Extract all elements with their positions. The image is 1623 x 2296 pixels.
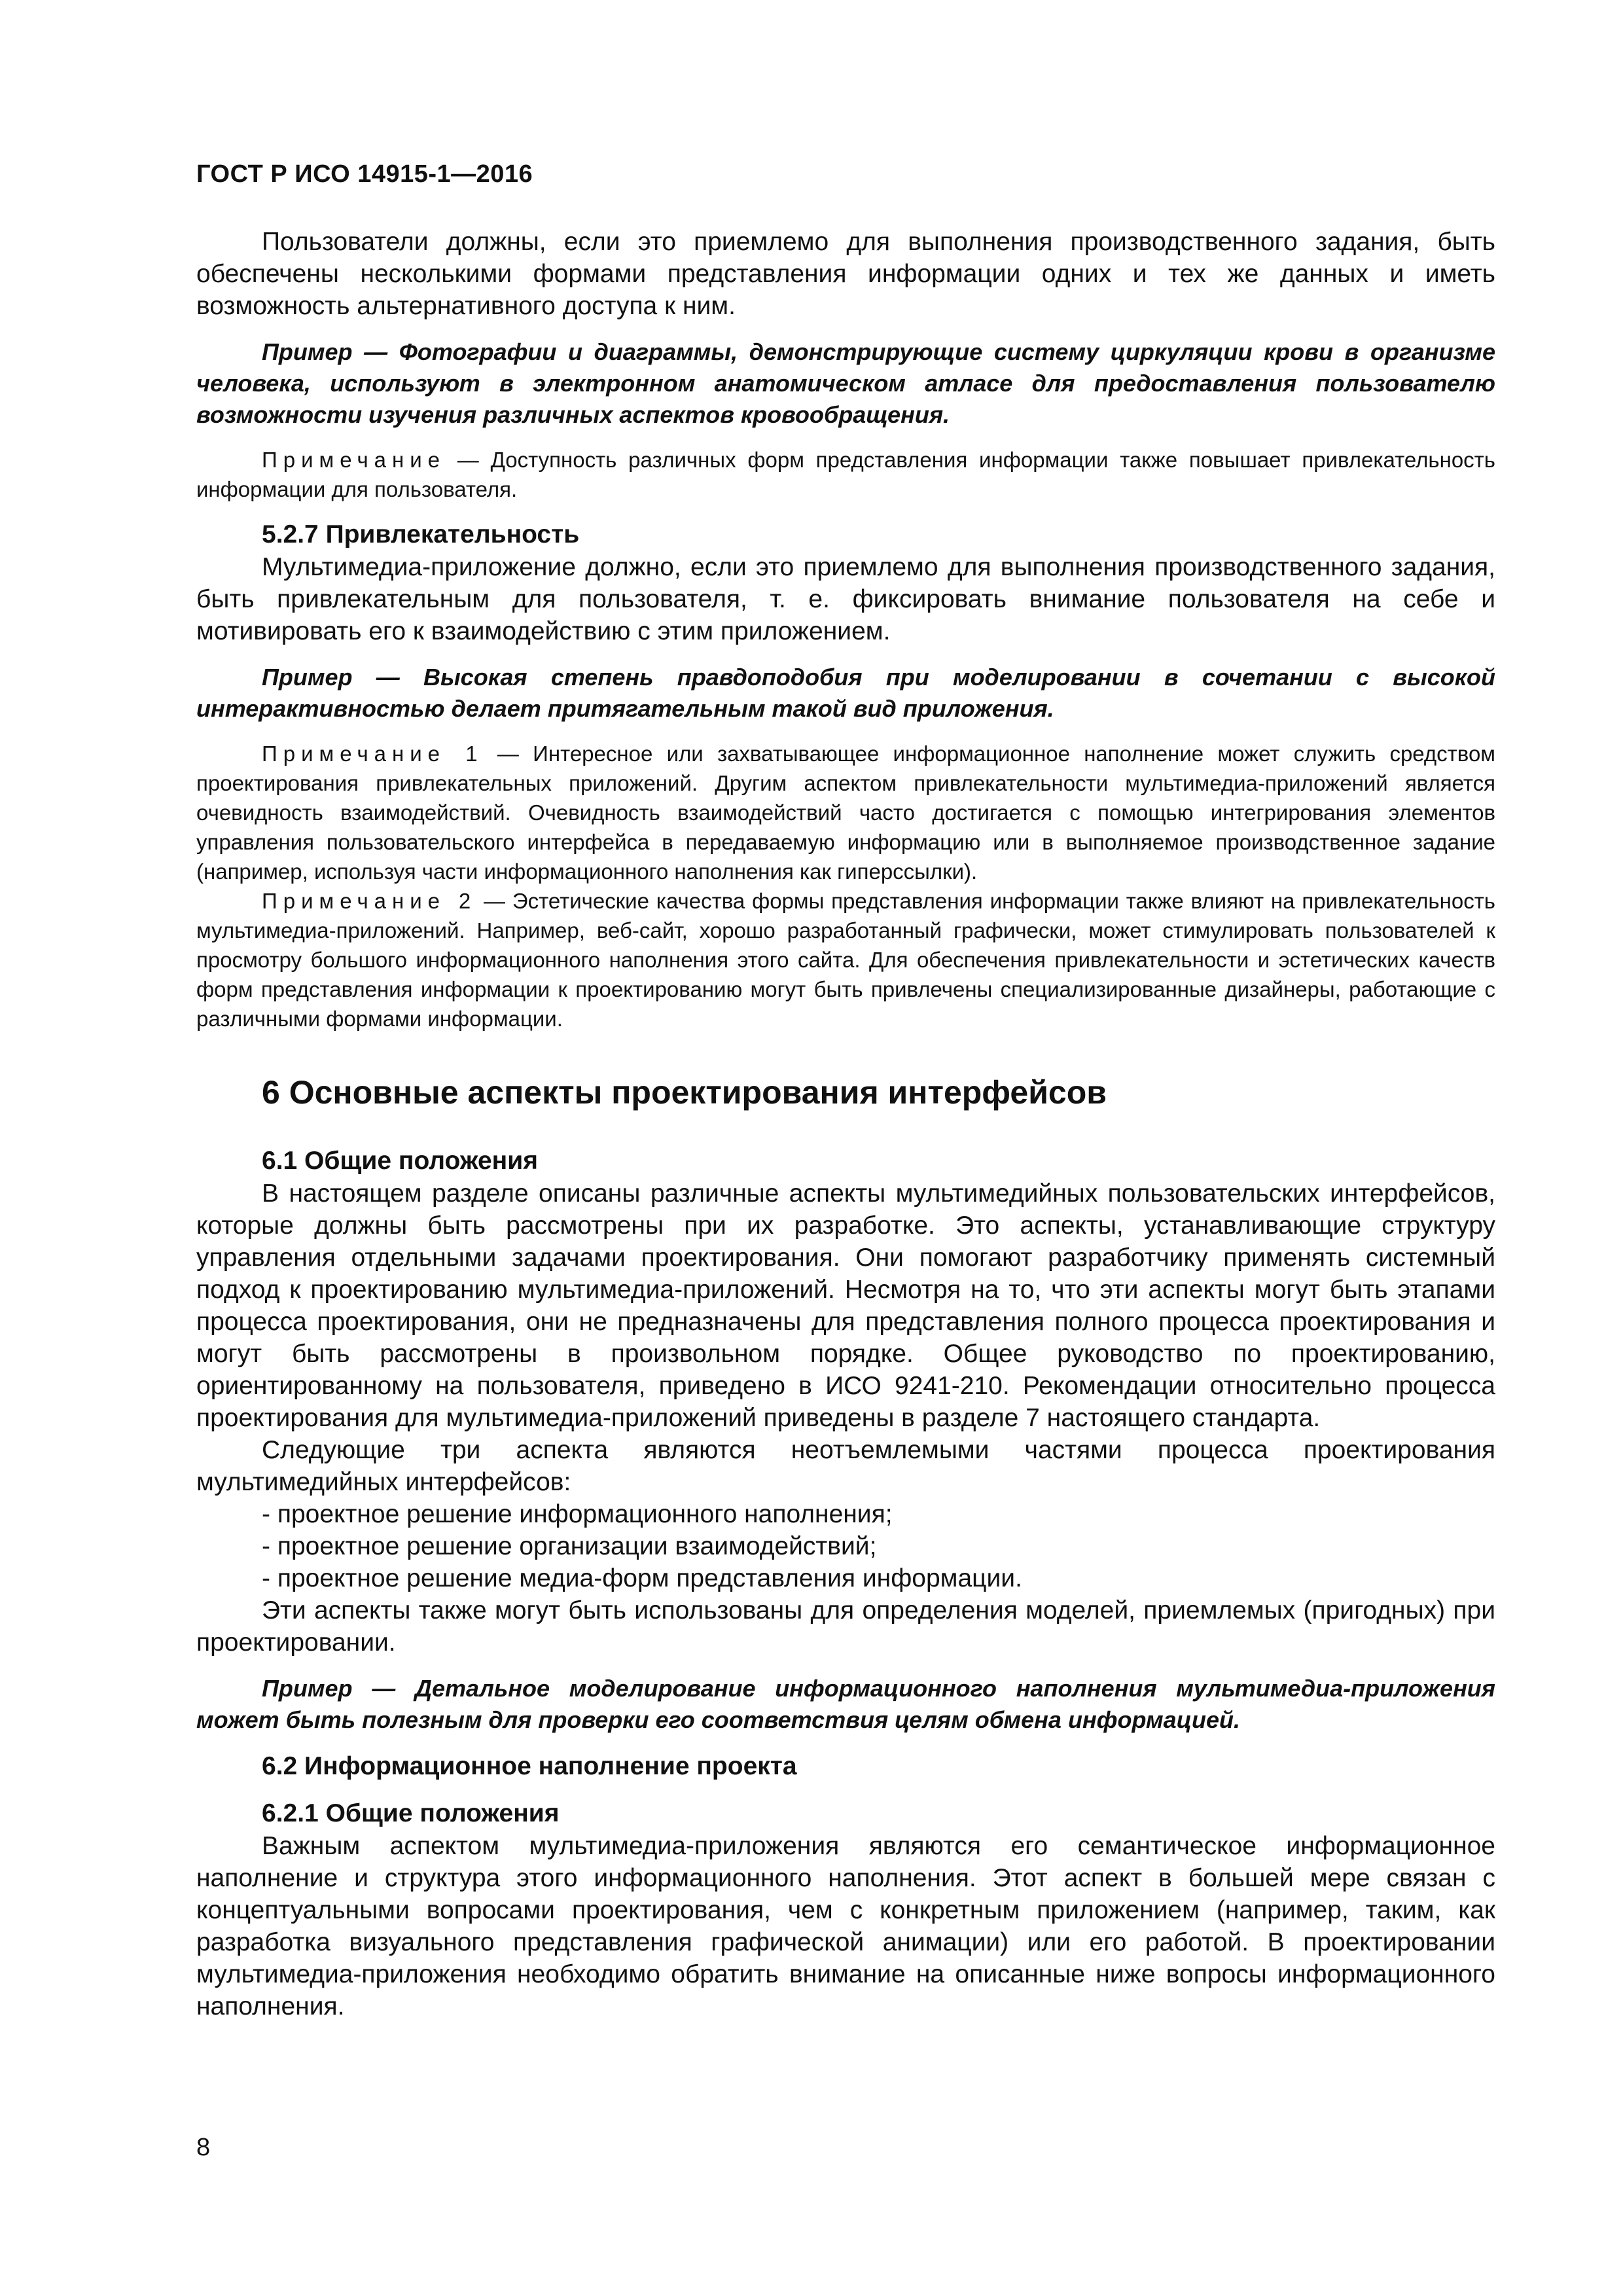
heading-5-2-7: 5.2.7 Привлекательность: [262, 520, 580, 548]
paragraph-alt-access: Пользователи должны, если это приемлемо для выполнения производственного задания, быть обеспечены несколькими формами представления информации одних и тех же данных и иметь возможность альтернативного доступа к ним.: [196, 228, 1495, 320]
page-number: 8: [196, 2134, 211, 2161]
note-label: Примечание 2: [262, 889, 477, 913]
note-label: Примечание 1: [262, 742, 484, 766]
aspects-list: [196, 1498, 1495, 1594]
example-modeling: Пример — Детальное моделирование информационного наполнения мультимедиа-приложения может быть полезным для проверки его соответствия целям обмена информацией.: [196, 1675, 1495, 1733]
list-item: - проектное решение информационного наполнения;: [262, 1498, 1495, 1530]
note-text: — Интересное или захватывающее информационное наполнение может служить средством проектирования привлекательных приложений. Другим аспектом привлекательности мультимедиа-приложений является очевидность взаимодействий. Очевидность взаимодействий часто достигается с помощью интегрирования элементов управления пользовательского интерфейса в передаваемую информацию или в выполняемое производственное задание (например, используя части информационного наполнения как гиперссылки).: [196, 742, 1495, 884]
paragraph-three-aspects: Следующие три аспекта являются неотъемлемыми частями процесса проектирования мультимедийных интерфейсов:: [196, 1436, 1495, 1496]
heading-6-2: 6.2 Информационное наполнение проекта: [262, 1752, 797, 1780]
note-1-interesting-content: [196, 739, 1495, 886]
note-availability: [196, 445, 1495, 504]
document-header: ГОСТ Р ИСО 14915-1—2016: [196, 160, 533, 188]
list-item: - проектное решение медиа-форм представления информации.: [262, 1562, 1495, 1594]
paragraph-attractiveness: Мультимедиа-приложение должно, если это приемлемо для выполнения производственного задания, быть привлекательным для пользователя, т. е. фиксировать внимание пользователя на себе и мотивировать его к взаимодействию с этим приложением.: [196, 553, 1495, 645]
heading-section-6: 6 Основные аспекты проектирования интерфейсов: [262, 1074, 1107, 1111]
list-item: - проектное решение организации взаимодействий;: [262, 1530, 1495, 1562]
paragraph-models: Эти аспекты также могут быть использованы для определения моделей, приемлемых (пригодных) при проектировании.: [196, 1596, 1495, 1657]
note-label: Примечание: [262, 448, 446, 472]
note-2-aesthetics: [196, 886, 1495, 1033]
paragraph-semantic-content: Важным аспектом мультимедиа-приложения являются его семантическое информационное наполнение и структура этого информационного наполнения. Этот аспект в большей мере связан с концептуальными вопросами проектирования, чем с конкретным приложением (например, таким, как разработка визуального представления графической анимации) или его работой. В проектировании мультимедиа-приложения необходимо обратить внимание на описанные ниже вопросы информационного наполнения.: [196, 1832, 1495, 2020]
page-content: [196, 226, 1495, 2022]
note-text: — Эстетические качества формы представления информации также влияют на привлекательность мультимедиа-приложений. Например, веб-сайт, хорошо разработанный графически, может стимулировать пользователей к просмотру большого информационного наполнения этого сайта. Для обеспечения привлекательности и эстетических качеств форм представления информации к проектированию могут быть привлечены специализированные дизайнеры, работающие с различными формами информации.: [196, 889, 1495, 1031]
example-anatomy-atlas: Пример — Фотографии и диаграммы, демонстрирующие систему циркуляции крови в организме человека, используют в электронном анатомическом атласе для предоставления пользователю возможности изучения различных аспектов кровообращения.: [196, 338, 1495, 428]
example-realism: Пример — Высокая степень правдоподобия при моделировании в сочетании с высокой интерактивностью делает притягательным такой вид приложения.: [196, 664, 1495, 722]
paragraph-section-overview: В настоящем разделе описаны различные аспекты мультимедийных пользовательских интерфейсов, которые должны быть рассмотрены при их разработке. Это аспекты, устанавливающие структуру управления отдельными задачами проектирования. Они помогают разработчику применять системный подход к проектированию мультимедиа-приложений. Несмотря на то, что эти аспекты могут быть этапами процесса проектирования, они не предназначены для представления полного процесса проектирования и могут быть рассмотрены в произвольном порядке. Общее руководство по проектированию, ориентированному на пользователя, приведено в ИСО 9241-210. Рекомендации относительно процесса проектирования для мультимедиа-приложений приведены в разделе 7 настоящего стандарта.: [196, 1179, 1495, 1432]
note-text: — Доступность различных форм представления информации также повышает привлекательность информации для пользователя.: [196, 448, 1495, 501]
heading-6-1: 6.1 Общие положения: [262, 1147, 538, 1175]
heading-6-2-1: 6.2.1 Общие положения: [262, 1799, 560, 1827]
